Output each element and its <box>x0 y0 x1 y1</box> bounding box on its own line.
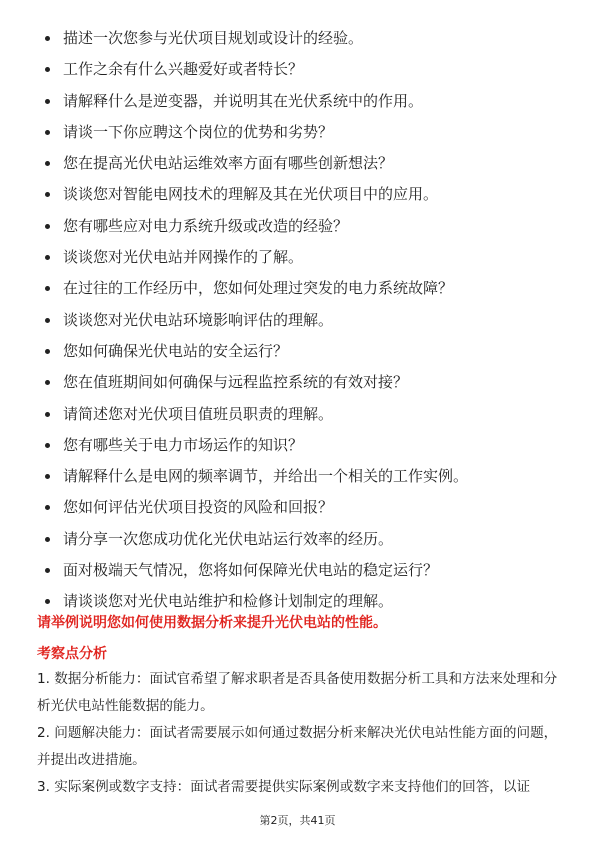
list-item-text: 请简述您对光伏项目值班员职责的理解。 <box>63 404 334 423</box>
bullet-dot-icon <box>45 380 50 385</box>
list-item-text: 您如何评估光伏项目投资的风险和回报？ <box>63 498 334 517</box>
bullet-dot-icon <box>45 130 50 135</box>
bullet-dot-icon <box>45 349 50 354</box>
analysis-item: 1. 数据分析能力：面试官希望了解求职者是否具备使用数据分析工具和方法来处理和分析光伏电站性能数据的能力。 <box>37 671 558 714</box>
list-item-text: 工作之余有什么兴趣爱好或者特长？ <box>63 60 304 79</box>
page-footer: 第2页，共41页 <box>259 814 336 827</box>
list-item <box>45 555 565 586</box>
list-item <box>45 242 565 273</box>
list-item <box>45 54 565 85</box>
list-item-text: 谈谈您对智能电网技术的理解及其在光伏项目中的应用。 <box>63 185 439 204</box>
question-list <box>45 23 565 618</box>
list-item-text: 您如何确保光伏电站的安全运行？ <box>63 341 289 360</box>
list-item-text: 您有哪些应对电力系统升级或改造的经验？ <box>63 216 349 235</box>
bullet-dot-icon <box>45 99 50 104</box>
bullet-dot-icon <box>45 412 50 417</box>
list-item <box>45 336 565 367</box>
bullet-dot-icon <box>45 67 50 72</box>
list-item <box>45 399 565 430</box>
list-item-text: 在过往的工作经历中，您如何处理过突发的电力系统故障？ <box>63 279 454 298</box>
list-item <box>45 524 565 555</box>
list-item <box>45 23 565 54</box>
bullet-dot-icon <box>45 568 50 573</box>
list-item <box>45 273 565 304</box>
bullet-dot-icon <box>45 318 50 323</box>
bullet-dot-icon <box>45 443 50 448</box>
list-item-text: 您有哪些关于电力市场运作的知识？ <box>63 435 304 454</box>
bullet-dot-icon <box>45 192 50 197</box>
analysis-item: 2. 问题解决能力：面试者需要展示如何通过数据分析来解决光伏电站性能方面的问题，并提出改进措施。 <box>37 725 558 768</box>
list-item <box>45 148 565 179</box>
bullet-dot-icon <box>45 255 50 260</box>
list-item-text: 请谈一下你应聘这个岗位的优势和劣势？ <box>63 122 334 141</box>
analysis-list <box>37 666 559 801</box>
featured-question: 请举例说明您如何使用数据分析来提升光伏电站的性能。 <box>37 615 387 631</box>
bullet-dot-icon <box>45 505 50 510</box>
list-item <box>45 117 565 148</box>
bullet-dot-icon <box>45 161 50 166</box>
list-item-text: 描述一次您参与光伏项目规划或设计的经验。 <box>63 29 364 47</box>
bullet-dot-icon <box>45 537 50 542</box>
list-item-text: 面对极端天气情况，您将如何保障光伏电站的稳定运行？ <box>63 561 439 580</box>
bullet-dot-icon <box>45 286 50 291</box>
list-item <box>45 492 565 523</box>
list-item-text: 请解释什么是逆变器，并说明其在光伏系统中的作用。 <box>63 91 424 110</box>
bullet-dot-icon <box>45 36 50 41</box>
list-item <box>45 86 565 117</box>
list-item-text: 请谈谈您对光伏电站维护和检修计划制定的理解。 <box>63 592 394 611</box>
list-item <box>45 461 565 492</box>
section-title: 考察点分析 <box>37 646 107 662</box>
bullet-dot-icon <box>45 224 50 229</box>
list-item <box>45 430 565 461</box>
list-item <box>45 305 565 336</box>
list-item-text: 请分享一次您成功优化光伏电站运行效率的经历。 <box>63 529 394 548</box>
list-item <box>45 367 565 398</box>
list-item-text: 谈谈您对光伏电站并网操作的了解。 <box>63 248 304 267</box>
list-item-text: 您在提高光伏电站运维效率方面有哪些创新想法？ <box>63 154 394 173</box>
list-item-text: 请解释什么是电网的频率调节，并给出一个相关的工作实例。 <box>63 467 469 486</box>
list-item <box>45 179 565 210</box>
list-item-text: 您在值班期间如何确保与远程监控系统的有效对接？ <box>63 373 409 392</box>
bullet-dot-icon <box>45 474 50 479</box>
analysis-item: 3. 实际案例或数字支持：面试者需要提供实际案例或数字来支持他们的回答，以证 <box>37 779 531 795</box>
list-item <box>45 211 565 242</box>
list-item-text: 谈谈您对光伏电站环境影响评估的理解。 <box>63 310 334 329</box>
bullet-dot-icon <box>45 599 50 604</box>
